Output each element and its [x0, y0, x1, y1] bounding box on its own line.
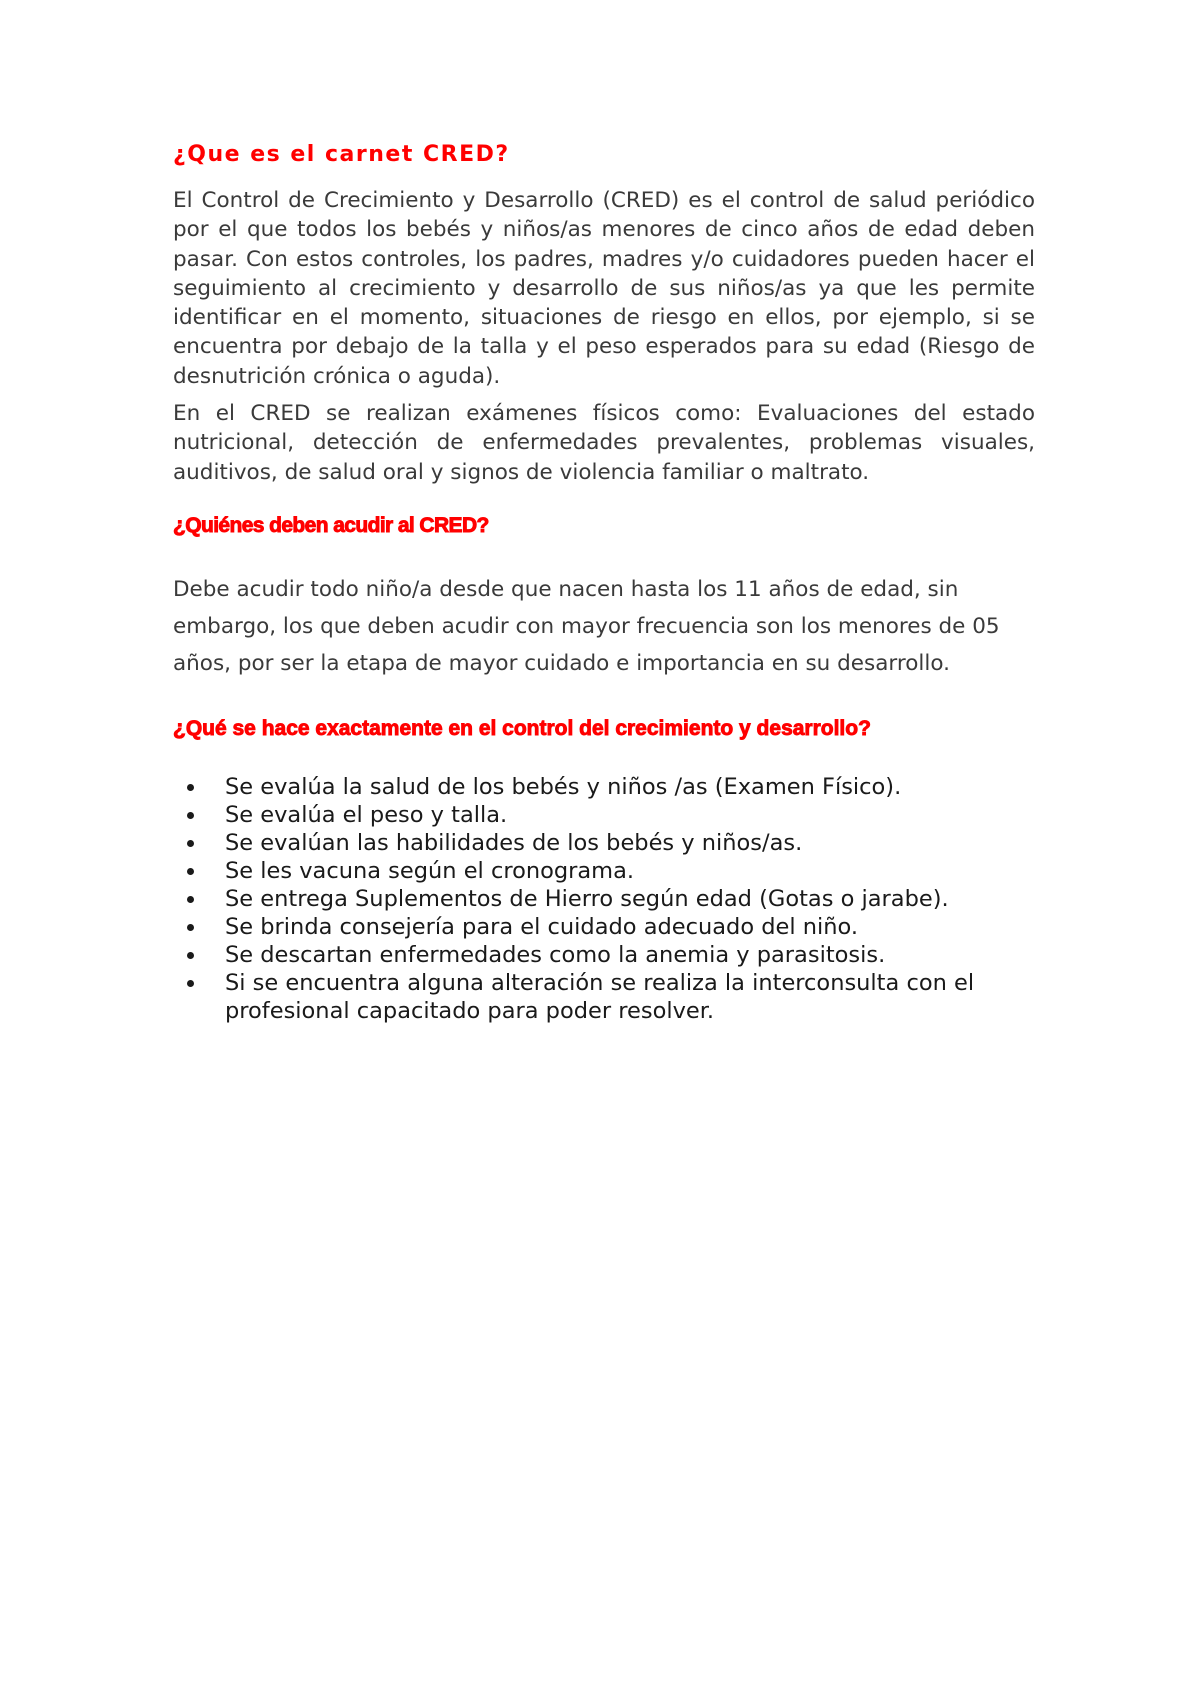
paragraph-cred-definition: El Control de Crecimiento y Desarrollo (CRED) es el control de salud periódico por el que todos los bebés y niños/as menores de cinco años de edad deben pasar. Con estos controles, los padres, madres y/o cuidadores pueden hacer el seguimiento al crecimiento y desarrollo de sus niños/as ya que les permite identificar en el momento, situaciones de riesgo en ellos, por ejemplo, si se encuentra por debajo de la talla y el peso esperados para su edad (Riesgo de desnutrición crónica o aguda). [173, 188, 1035, 389]
list-item [173, 941, 1035, 969]
list-item-text: Se evalúa la salud de los bebés y niños /as (Examen Físico). [225, 773, 902, 800]
list-item [173, 857, 1035, 885]
bullet-list-actividades [173, 773, 1035, 1025]
bullet-icon [187, 868, 194, 875]
bullet-icon [187, 840, 194, 847]
list-item-text: Se les vacuna según el cronograma. [225, 857, 635, 884]
list-item [173, 829, 1035, 857]
paragraph-cred-examenes: En el CRED se realizan exámenes físicos como: Evaluaciones del estado nutricional, detección de enfermedades prevalentes, problemas visuales, auditivos, de salud oral y signos de violencia familiar o maltrato. [173, 401, 1035, 485]
heading-quienes-deben-acudir: ¿Quiénes deben acudir al CRED? [173, 513, 489, 537]
list-item-text: Se evalúa el peso y talla. [225, 801, 508, 828]
heading-que-se-hace: ¿Qué se hace exactamente en el control del crecimiento y desarrollo? [173, 716, 871, 740]
paragraph-quienes-deben-acudir: Debe acudir todo niño/a desde que nacen hasta los 11 años de edad, sin embargo, los que deben acudir con mayor frecuencia son los menores de 05 años, por ser la etapa de mayor cuidado e importancia en su desarrollo. [173, 576, 1000, 676]
list-item [173, 801, 1035, 829]
list-item-text: Si se encuentra alguna alteración se realiza la interconsulta con el profesional capacitado para poder resolver. [225, 969, 975, 1024]
list-item [173, 885, 1035, 913]
bullet-icon [187, 812, 194, 819]
bullet-icon [187, 784, 194, 791]
list-item-text: Se brinda consejería para el cuidado adecuado del niño. [225, 913, 859, 940]
bullet-icon [187, 896, 194, 903]
list-item-text: Se entrega Suplementos de Hierro según edad (Gotas o jarabe). [225, 885, 949, 912]
heading-que-es-carnet-cred: ¿Que es el carnet CRED? [173, 142, 510, 167]
list-item-text: Se descartan enfermedades como la anemia y parasitosis. [225, 941, 886, 968]
bullet-icon [187, 952, 194, 959]
document-page [173, 140, 1035, 1025]
list-item [173, 913, 1035, 941]
list-item-text: Se evalúan las habilidades de los bebés y niños/as. [225, 829, 803, 856]
bullet-icon [187, 980, 194, 987]
bullet-icon [187, 924, 194, 931]
list-item [173, 969, 1035, 1025]
list-item [173, 773, 1035, 801]
